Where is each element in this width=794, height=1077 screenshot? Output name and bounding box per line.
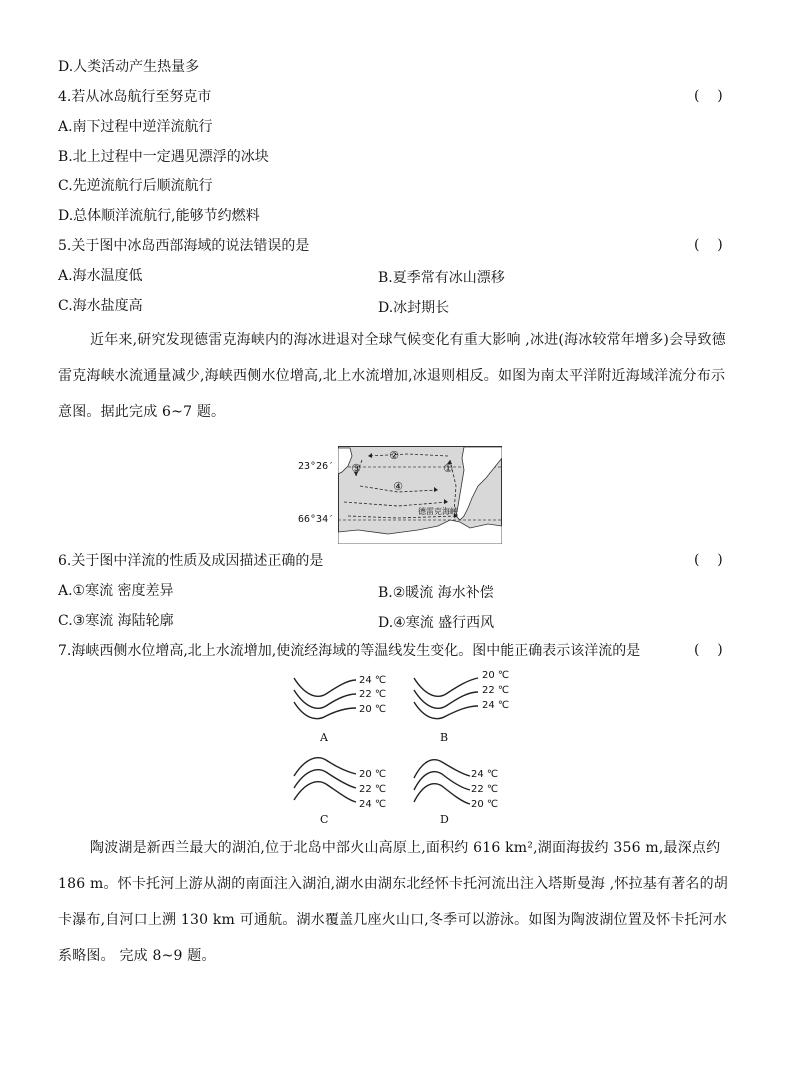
isotherm-c-label-2: 22 ℃ bbox=[359, 784, 387, 795]
map-label-1: ① bbox=[443, 462, 453, 475]
drake-strait-label: 德雷克海峡 bbox=[418, 507, 458, 516]
q4-option-a: A.南下过程中逆洋流航行 bbox=[58, 119, 213, 135]
isotherm-b-letter: B bbox=[440, 731, 449, 744]
q5-option-d: D.冰封期长 bbox=[378, 300, 450, 316]
q5-option-b: B.夏季常有冰山漂移 bbox=[378, 270, 505, 286]
isotherm-c-label-3: 24 ℃ bbox=[359, 799, 387, 810]
q3-option-d: D.人类活动产生热量多 bbox=[58, 59, 200, 75]
q7-answer-bracket: ( ) bbox=[694, 642, 723, 658]
q5-option-a: A.海水温度低 bbox=[58, 268, 143, 284]
isotherm-c-label-1: 20 ℃ bbox=[359, 769, 387, 780]
isotherm-b-label-1: 20 ℃ bbox=[482, 670, 510, 681]
isotherm-diagram-c bbox=[290, 752, 360, 808]
isotherm-a-label-1: 24 ℃ bbox=[359, 675, 387, 686]
map-label-2: ② bbox=[389, 449, 399, 462]
q6-answer-bracket: ( ) bbox=[694, 552, 723, 568]
q5-answer-bracket: ( ) bbox=[694, 237, 723, 253]
isotherm-diagram-d bbox=[410, 752, 474, 808]
isotherm-diagram-a bbox=[290, 672, 360, 724]
isotherm-b-label-2: 22 ℃ bbox=[482, 685, 510, 696]
isotherm-d-label-3: 20 ℃ bbox=[471, 799, 499, 810]
latitude-label-bottom: 66°34′ bbox=[298, 514, 335, 525]
isotherm-c-letter: C bbox=[320, 813, 329, 826]
q4-option-c: C.先逆流航行后顺流航行 bbox=[58, 178, 213, 194]
map-label-4: ④ bbox=[393, 480, 403, 493]
q4-answer-bracket: ( ) bbox=[694, 88, 723, 104]
q6-option-a: A.①寒流 密度差异 bbox=[58, 583, 174, 599]
q4-stem: 4.若从冰岛航行至努克市 bbox=[58, 89, 212, 105]
isotherm-d-label-1: 24 ℃ bbox=[471, 769, 499, 780]
isotherm-d-letter: D bbox=[440, 813, 449, 826]
q6-option-b: B.②暖流 海水补偿 bbox=[378, 585, 494, 601]
q5-option-c: C.海水盐度高 bbox=[58, 298, 143, 314]
latitude-label-top: 23°26′ bbox=[298, 461, 335, 472]
isotherm-b-label-3: 24 ℃ bbox=[482, 700, 510, 711]
isotherm-a-label-2: 22 ℃ bbox=[359, 689, 387, 700]
q6-stem: 6.关于图中洋流的性质及成因描述正确的是 bbox=[58, 553, 324, 569]
map-label-3: ③ bbox=[351, 462, 361, 475]
passage-drake-strait: 近年来,研究发现德雷克海峡内的海冰进退对全球气候变化有重大影响 ,冰进(海冰较常年增多)会导致德雷克海峡水流通量减少,海峡西侧水位增高,北上水流增加,冰退则相反。如图为南太平洋附近海域洋流分布示意图。据此完成 6~7 题。 bbox=[58, 332, 726, 420]
q7-stem: 7.海峡西侧水位增高,北上水流增加,使流经海域的等温线发生变化。图中能正确表示该洋流的是 bbox=[58, 643, 641, 659]
isotherm-a-letter: A bbox=[320, 731, 328, 744]
q4-option-d: D.总体顺洋流航行,能够节约燃料 bbox=[58, 208, 260, 224]
q6-option-c: C.③寒流 海陆轮廓 bbox=[58, 613, 174, 629]
q6-option-d: D.④寒流 盛行西风 bbox=[378, 615, 495, 631]
isotherm-d-label-2: 22 ℃ bbox=[471, 784, 499, 795]
ocean-current-map bbox=[338, 446, 502, 544]
isotherm-diagram-b bbox=[410, 672, 482, 724]
isotherm-a-label-3: 20 ℃ bbox=[359, 704, 387, 715]
passage-lake-taupo: 陶波湖是新西兰最大的湖泊,位于北岛中部火山高原上,面积约 616 km²,湖面海拔约 356 m,最深点约 186 m。怀卡托河上游从湖的南面注入湖泊,湖水由湖东北经怀卡托河流出注入塔斯曼海 ,怀拉基有著名的胡卡瀑布,自河口上溯 130 km 可通航。湖水覆盖几座火山口,冬季可以游泳。如图为陶波湖位置及怀卡托河水系略图。 完成 8~9 题。 bbox=[58, 840, 728, 964]
q5-stem: 5.关于图中冰岛西部海域的说法错误的是 bbox=[58, 238, 310, 254]
q4-option-b: B.北上过程中一定遇见漂浮的冰块 bbox=[58, 149, 269, 165]
